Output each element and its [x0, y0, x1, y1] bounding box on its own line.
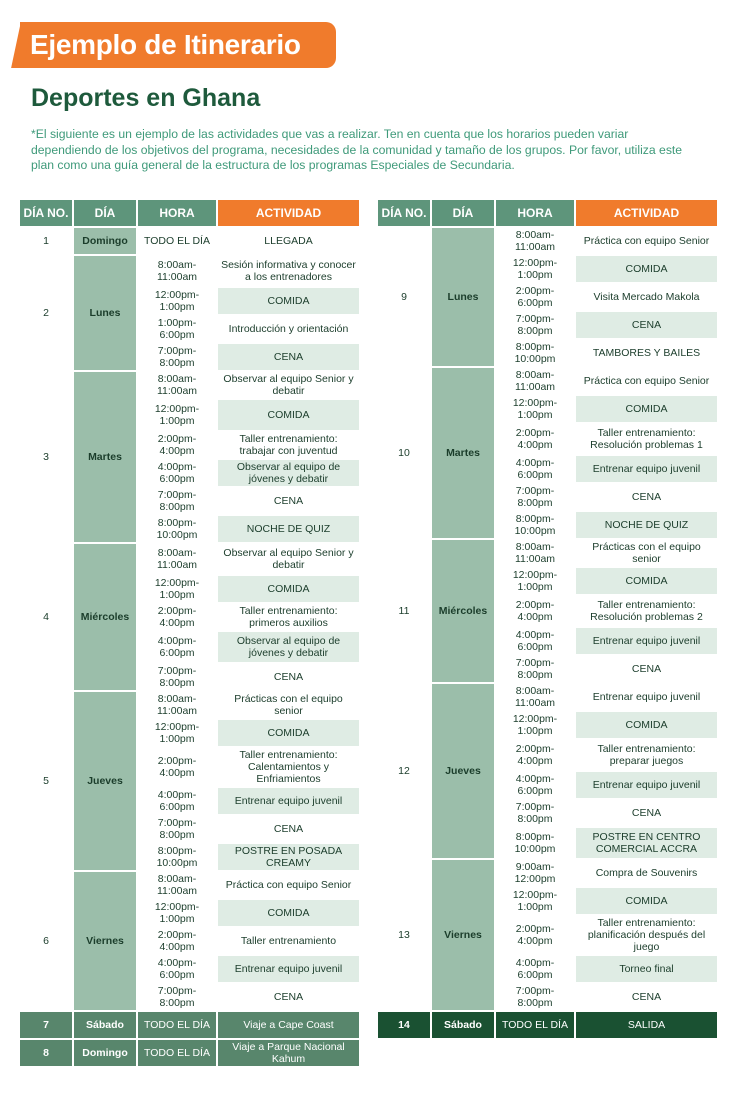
- activity-cell: Observar al equipo de jóvenes y debatir: [218, 632, 359, 662]
- activity-cell: TAMBORES Y BAILES: [576, 340, 717, 366]
- day-number-cell: 10: [378, 368, 430, 538]
- time-cell: 2:00pm-4:00pm: [138, 748, 216, 786]
- time-cell: 2:00pm-4:00pm: [496, 424, 574, 454]
- day-number-cell: 14: [378, 1012, 430, 1038]
- day-number-cell: 1: [20, 228, 72, 254]
- time-cell: 7:00pm-8:00pm: [496, 312, 574, 338]
- activity-cell: Práctica con equipo Senior: [576, 228, 717, 254]
- time-cell: 8:00am-11:00am: [138, 544, 216, 574]
- activity-cell: COMIDA: [218, 400, 359, 430]
- column-header-activity: ACTIVIDAD: [218, 200, 359, 226]
- activity-cell: CENA: [218, 816, 359, 842]
- day-name-cell: Martes: [74, 372, 136, 542]
- day-number-cell: 6: [20, 872, 72, 1010]
- time-cell: 8:00am-11:00am: [138, 256, 216, 286]
- time-cell: 12:00pm-1:00pm: [496, 396, 574, 422]
- time-cell: 7:00pm-8:00pm: [496, 484, 574, 510]
- time-cell: 8:00pm-10:00pm: [496, 828, 574, 858]
- day-name-cell: Viernes: [74, 872, 136, 1010]
- table-row: [20, 872, 359, 898]
- day-number-cell: 11: [378, 540, 430, 682]
- table-row: [20, 1012, 359, 1038]
- activity-cell: Observar al equipo de jóvenes y debatir: [218, 460, 359, 486]
- activity-cell: Viaje a Parque Nacional Kahum: [218, 1040, 359, 1066]
- table-row: [20, 228, 359, 254]
- time-cell: 12:00pm-1:00pm: [138, 576, 216, 602]
- time-cell: TODO EL DÍA: [496, 1012, 574, 1038]
- activity-cell: POSTRE EN CENTRO COMERCIAL ACCRA: [576, 828, 717, 858]
- activity-cell: CENA: [576, 484, 717, 510]
- time-cell: 2:00pm-4:00pm: [496, 740, 574, 770]
- day-number-cell: 7: [20, 1012, 72, 1038]
- day-number-cell: 9: [378, 228, 430, 366]
- time-cell: 8:00am-11:00am: [138, 692, 216, 718]
- table-row: [20, 372, 359, 398]
- activity-cell: Observar al equipo Senior y debatir: [218, 372, 359, 398]
- time-cell: 8:00pm-10:00pm: [496, 340, 574, 366]
- activity-cell: SALIDA: [576, 1012, 717, 1038]
- time-cell: 12:00pm-1:00pm: [496, 256, 574, 282]
- day-name-cell: Lunes: [432, 228, 494, 366]
- activity-cell: Sesión informativa y conocer a los entrenadores: [218, 256, 359, 286]
- day-name-cell: Jueves: [432, 684, 494, 858]
- day-name-cell: Sábado: [432, 1012, 494, 1038]
- activity-cell: Compra de Souvenirs: [576, 860, 717, 886]
- activity-cell: Entrenar equipo juvenil: [576, 684, 717, 710]
- activity-cell: Entrenar equipo juvenil: [576, 456, 717, 482]
- time-cell: TODO EL DÍA: [138, 1012, 216, 1038]
- time-cell: 4:00pm-6:00pm: [138, 788, 216, 814]
- day-number-cell: 3: [20, 372, 72, 542]
- table-row: [378, 860, 717, 886]
- column-header-day-number: DÍA NO.: [20, 200, 72, 226]
- time-cell: 7:00pm-8:00pm: [496, 656, 574, 682]
- time-cell: 1:00pm-6:00pm: [138, 316, 216, 342]
- intro-note: *El siguiente es un ejemplo de las actividades que vas a realizar. Ten en cuenta que los horarios pueden variar dependiendo de los objetivos del programa, necesidades de la comunidad y tamaño de los grupos. Por favor, utiliza este plan como una guía general de la estructura de los programas Especiales de Secundaria.: [31, 127, 683, 173]
- time-cell: 12:00pm-1:00pm: [496, 712, 574, 738]
- page-title: Deportes en Ghana: [31, 84, 261, 112]
- time-cell: 12:00pm-1:00pm: [496, 888, 574, 914]
- time-cell: 7:00pm-8:00pm: [496, 800, 574, 826]
- table-row: [378, 684, 717, 710]
- time-cell: 2:00pm-4:00pm: [496, 916, 574, 954]
- activity-cell: Entrenar equipo juvenil: [576, 772, 717, 798]
- time-cell: 8:00pm-10:00pm: [496, 512, 574, 538]
- day-name-cell: Domingo: [74, 228, 136, 254]
- time-cell: 8:00am-11:00am: [138, 372, 216, 398]
- day-name-cell: Domingo: [74, 1040, 136, 1066]
- day-number-cell: 12: [378, 684, 430, 858]
- day-name-cell: Martes: [432, 368, 494, 538]
- activity-cell: CENA: [218, 344, 359, 370]
- table-row: [378, 228, 717, 254]
- time-cell: 2:00pm-4:00pm: [138, 432, 216, 458]
- activity-cell: Práctica con equipo Senior: [218, 872, 359, 898]
- activity-cell: CENA: [218, 664, 359, 690]
- time-cell: 8:00am-11:00am: [496, 540, 574, 566]
- time-cell: 8:00am-11:00am: [138, 872, 216, 898]
- column-header-day: DÍA: [432, 200, 494, 226]
- activity-cell: Viaje a Cape Coast: [218, 1012, 359, 1038]
- time-cell: 7:00pm-8:00pm: [138, 344, 216, 370]
- day-number-cell: 2: [20, 256, 72, 370]
- activity-cell: CENA: [576, 312, 717, 338]
- time-cell: 2:00pm-4:00pm: [138, 604, 216, 630]
- activity-cell: NOCHE DE QUIZ: [576, 512, 717, 538]
- activity-cell: Visita Mercado Makola: [576, 284, 717, 310]
- activity-cell: COMIDA: [576, 712, 717, 738]
- activity-cell: Introducción y orientación: [218, 316, 359, 342]
- table-row: [20, 544, 359, 574]
- day-name-cell: Jueves: [74, 692, 136, 870]
- time-cell: 4:00pm-6:00pm: [496, 456, 574, 482]
- time-cell: 7:00pm-8:00pm: [138, 664, 216, 690]
- table-row: [20, 256, 359, 286]
- schedule-table-left: [18, 198, 361, 1068]
- day-number-cell: 13: [378, 860, 430, 1010]
- day-name-cell: Sábado: [74, 1012, 136, 1038]
- table-row: [378, 1012, 717, 1038]
- column-header-activity: ACTIVIDAD: [576, 200, 717, 226]
- activity-cell: CENA: [576, 656, 717, 682]
- table-row: [378, 368, 717, 394]
- column-header-day: DÍA: [74, 200, 136, 226]
- activity-cell: Taller entrenamiento: primeros auxilios: [218, 604, 359, 630]
- activity-cell: Prácticas con el equipo senior: [576, 540, 717, 566]
- banner-title: Ejemplo de Itinerario: [30, 29, 301, 60]
- day-number-cell: 8: [20, 1040, 72, 1066]
- day-number-cell: 5: [20, 692, 72, 870]
- activity-cell: Entrenar equipo juvenil: [218, 788, 359, 814]
- activity-cell: COMIDA: [218, 576, 359, 602]
- column-header-day-number: DÍA NO.: [378, 200, 430, 226]
- activity-cell: Observar al equipo Senior y debatir: [218, 544, 359, 574]
- time-cell: 4:00pm-6:00pm: [496, 772, 574, 798]
- time-cell: 2:00pm-4:00pm: [496, 596, 574, 626]
- time-cell: 4:00pm-6:00pm: [496, 956, 574, 982]
- time-cell: TODO EL DÍA: [138, 228, 216, 254]
- time-cell: 12:00pm-1:00pm: [138, 288, 216, 314]
- activity-cell: COMIDA: [218, 288, 359, 314]
- time-cell: 4:00pm-6:00pm: [138, 632, 216, 662]
- activity-cell: Taller entrenamiento: planificación después del juego: [576, 916, 717, 954]
- time-cell: 4:00pm-6:00pm: [138, 956, 216, 982]
- time-cell: 4:00pm-6:00pm: [496, 628, 574, 654]
- time-cell: 8:00am-11:00am: [496, 368, 574, 394]
- activity-cell: CENA: [218, 488, 359, 514]
- time-cell: 8:00pm-10:00pm: [138, 516, 216, 542]
- time-cell: 4:00pm-6:00pm: [138, 460, 216, 486]
- activity-cell: LLEGADA: [218, 228, 359, 254]
- activity-cell: COMIDA: [576, 396, 717, 422]
- activity-cell: COMIDA: [218, 720, 359, 746]
- column-header-time: HORA: [496, 200, 574, 226]
- activity-cell: CENA: [576, 984, 717, 1010]
- activity-cell: COMIDA: [576, 888, 717, 914]
- time-cell: 12:00pm-1:00pm: [138, 400, 216, 430]
- activity-cell: Taller entrenamiento: Resolución problemas 2: [576, 596, 717, 626]
- time-cell: 12:00pm-1:00pm: [496, 568, 574, 594]
- activity-cell: Entrenar equipo juvenil: [576, 628, 717, 654]
- day-name-cell: Viernes: [432, 860, 494, 1010]
- time-cell: TODO EL DÍA: [138, 1040, 216, 1066]
- activity-cell: COMIDA: [218, 900, 359, 926]
- day-number-cell: 4: [20, 544, 72, 690]
- time-cell: 2:00pm-4:00pm: [138, 928, 216, 954]
- schedule-table-right: [376, 198, 719, 1040]
- table-row: [20, 1040, 359, 1066]
- table-row: [378, 540, 717, 566]
- activity-cell: Taller entrenamiento: [218, 928, 359, 954]
- time-cell: 2:00pm-6:00pm: [496, 284, 574, 310]
- activity-cell: Taller entrenamiento: trabajar con juventud: [218, 432, 359, 458]
- activity-cell: Taller entrenamiento: preparar juegos: [576, 740, 717, 770]
- day-name-cell: Miércoles: [432, 540, 494, 682]
- day-name-cell: Miércoles: [74, 544, 136, 690]
- activity-cell: POSTRE EN POSADA CREAMY: [218, 844, 359, 870]
- day-name-cell: Lunes: [74, 256, 136, 370]
- activity-cell: Prácticas con el equipo senior: [218, 692, 359, 718]
- activity-cell: Torneo final: [576, 956, 717, 982]
- table-row: [20, 692, 359, 718]
- time-cell: 7:00pm-8:00pm: [138, 488, 216, 514]
- time-cell: 7:00pm-8:00pm: [138, 984, 216, 1010]
- activity-cell: COMIDA: [576, 256, 717, 282]
- activity-cell: Entrenar equipo juvenil: [218, 956, 359, 982]
- activity-cell: Taller entrenamiento: Resolución problemas 1: [576, 424, 717, 454]
- activity-cell: NOCHE DE QUIZ: [218, 516, 359, 542]
- time-cell: 12:00pm-1:00pm: [138, 900, 216, 926]
- time-cell: 12:00pm-1:00pm: [138, 720, 216, 746]
- time-cell: 8:00am-11:00am: [496, 684, 574, 710]
- activity-cell: CENA: [576, 800, 717, 826]
- activity-cell: Taller entrenamiento: Calentamientos y Enfriamientos: [218, 748, 359, 786]
- time-cell: 8:00am-11:00am: [496, 228, 574, 254]
- time-cell: 7:00pm-8:00pm: [138, 816, 216, 842]
- activity-cell: Práctica con equipo Senior: [576, 368, 717, 394]
- time-cell: 8:00pm-10:00pm: [138, 844, 216, 870]
- activity-cell: CENA: [218, 984, 359, 1010]
- time-cell: 9:00am-12:00pm: [496, 860, 574, 886]
- time-cell: 7:00pm-8:00pm: [496, 984, 574, 1010]
- activity-cell: COMIDA: [576, 568, 717, 594]
- column-header-time: HORA: [138, 200, 216, 226]
